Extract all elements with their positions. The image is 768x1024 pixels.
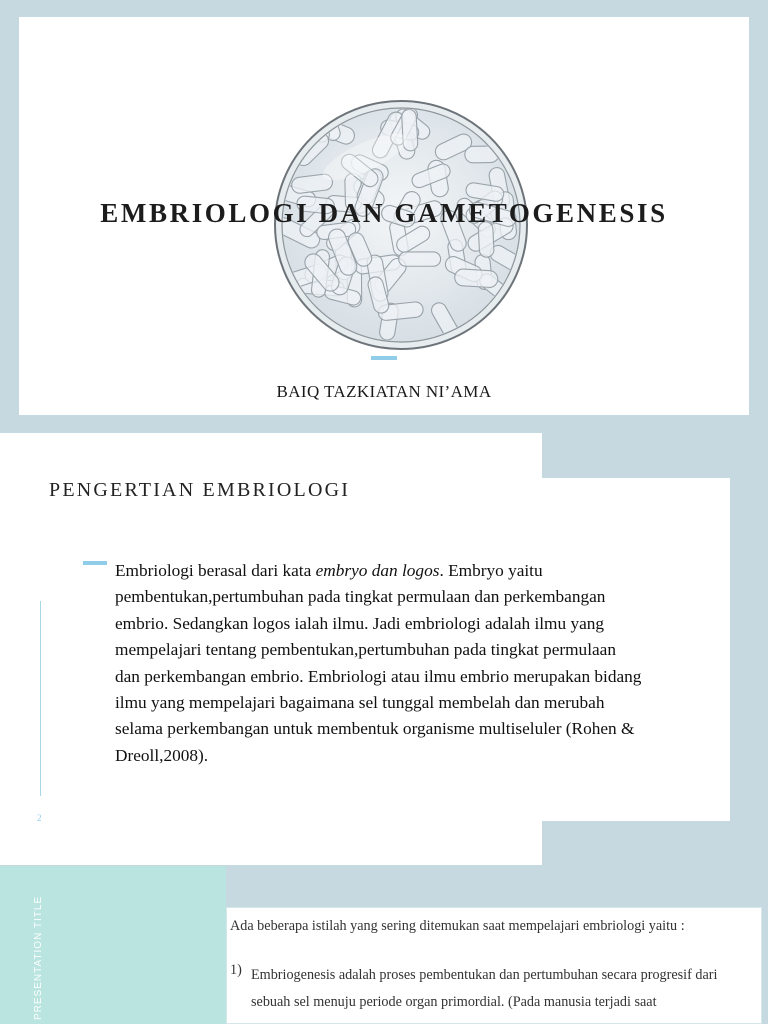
presentation-title-vertical: PRESENTATION TITLE (33, 895, 44, 1020)
accent-bar (371, 356, 397, 360)
slide-heading: PENGERTIAN EMBRIOLOGI (49, 479, 351, 501)
presentation-title: EMBRIOLOGI DAN GAMETOGENESIS (100, 198, 668, 228)
list-item-number: 1) (230, 962, 242, 978)
slide-number: 2 (37, 813, 42, 823)
list-item-text: Embriogenesis adalah proses pembentukan dan pertumbuhan secara progresif dari sebuah sel menuju periode organ primordial. (Pada manusia terjadi saat (251, 967, 718, 1010)
capsule-shape (454, 269, 498, 288)
author-name: BAIQ TAZKIATAN NI’AMA (276, 382, 492, 401)
definition-paragraph (115, 558, 645, 769)
title-slide (19, 17, 749, 415)
terms-intro: Ada beberapa istilah yang sering ditemukan saat mempelajari embriologi yaitu : (230, 918, 685, 934)
capsule-shape (399, 252, 441, 266)
paragraph-text-start: Embriologi berasal dari kata (115, 561, 316, 580)
vertical-accent-line (40, 601, 41, 796)
bullet-dash (83, 561, 107, 565)
paragraph-text-end: . Embryo yaitu pembentukan,pertumbuhan pada tingkat permulaan dan perkembangan embrio. Sedangkan logos ialah ilmu. Jadi embriologi adalah ilmu yang mempelajari tentang pembentukan,pertumbuhan pada tingkat permulaan dan perkembangan embrio. Embriologi atau ilmu embrio merupakan bidang ilmu yang mempelajari bagaimana sel tunggal membelah dan merubah selama perkembangan untuk membentuk organisme multiseluler (Rohen & Dreoll,2008). (115, 561, 642, 765)
paragraph-italic-text: embryo dan logos (315, 561, 440, 580)
